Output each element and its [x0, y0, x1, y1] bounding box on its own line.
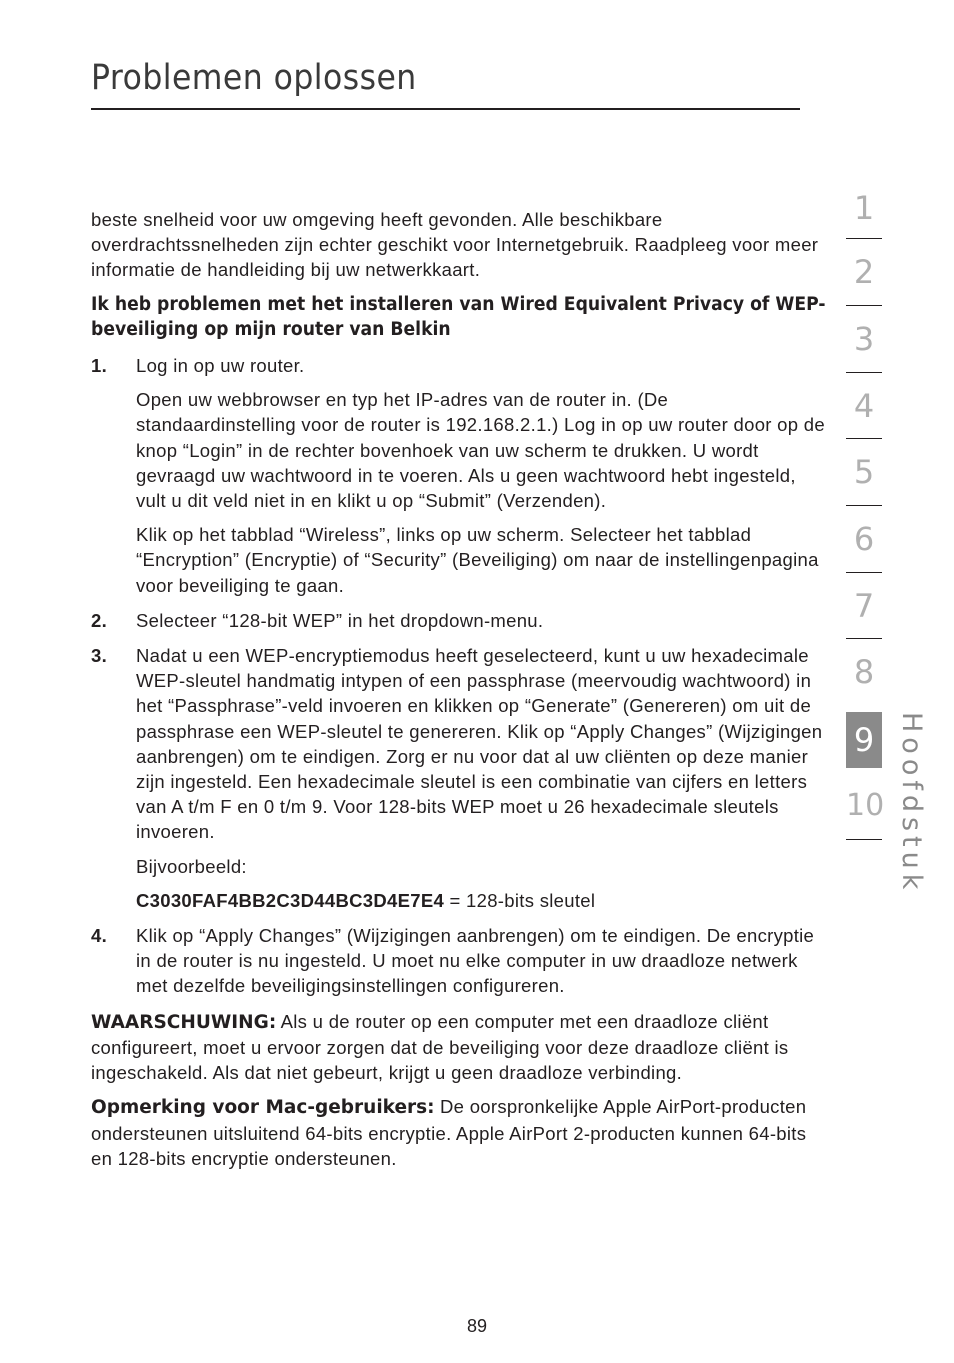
- step-number: 3.: [91, 645, 108, 667]
- warning-paragraph: [91, 1009, 831, 1086]
- step-paragraph: Nadat u een WEP-encryptiemodus heeft geselecteerd, kunt u uw hexadecimale WEP-sleutel handmatig intypen of een passphrase (meervoudig wachtwoord) in het “Passphrase”-veld invoeren en klikken op “Generate” (Genereren) om uit de passphrase een WEP-sleutel te genereren. Klik op “Apply Changes” (Wijzigingen aanbrengen) om te eindigen. Zorg er nu voor dat al uw cliënten op deze manier zijn ingesteld. Een hexadecimale sleutel is een combinatie van cijfers en letters van A t/m F en 0 t/m 9. Voor 128-bits WEP moet u 26 hexadecimale sleutels invoeren.: [136, 645, 823, 843]
- chapter-tab-9-active[interactable]: 9: [846, 712, 882, 768]
- chapter-divider: [846, 505, 882, 506]
- chapter-tab-6[interactable]: 6: [853, 520, 875, 558]
- step-paragraph: Klik op het tabblad “Wireless”, links op uw scherm. Selecteer het tabblad “Encryption” (Encryptie) of “Security” (Beveiliging) om naar de instellingenpagina voor beveiliging te gaan.: [136, 524, 819, 596]
- chapter-tab-1[interactable]: 1: [853, 189, 875, 227]
- step-paragraph: Open uw webbrowser en typ het IP-adres van de router in. (De standaardinstelling voor de router is 192.168.2.1.) Log in op uw router door op de knop “Login” in de rechter bovenhoek van uw scherm te drukken. U wordt gevraagd uw wachtwoord in te voeren. Als u geen wachtwoord hebt ingesteld, vult u dit veld niet in en klikt u op “Submit” (Verzenden).: [136, 389, 825, 512]
- example-key: C3030FAF4BB2C3D44BC3D4E7E4: [136, 889, 445, 911]
- step-paragraph: Klik op “Apply Changes” (Wijzigingen aanbrengen) om te eindigen. De encryptie in de router is nu ingesteld. U moet nu elke computer in uw draadloze netwerk met dezelfde beveiligingsinstellingen configureren.: [136, 925, 815, 997]
- warning-label: WAARSCHUWING:: [91, 1011, 277, 1033]
- mac-note-label: Opmerking voor Mac-gebruikers:: [91, 1097, 435, 1119]
- chapter-tab-3[interactable]: 3: [853, 320, 875, 358]
- step-number: 2.: [91, 609, 108, 631]
- step-1: [91, 353, 831, 598]
- chapter-tab-10[interactable]: 10: [846, 788, 885, 823]
- mac-note-text: De oorspronkelijke Apple AirPort-producten ondersteunen uitsluitend 64-bits encryptie. Apple AirPort 2-producten kunnen 64-bits en 128-bits encryptie ondersteunen.: [91, 1096, 807, 1169]
- step-2: [91, 608, 831, 633]
- chapter-tab-5[interactable]: 5: [853, 453, 875, 491]
- step-3: [91, 643, 831, 913]
- chapter-tab-2[interactable]: 2: [853, 253, 875, 291]
- warning-text: Als u de router op een computer met een draadloze cliënt configureert, moet u ervoor zorgen dat de beveiliging voor deze draadloze cliënt is ingeschakeld. Als dat niet gebeurt, krijgt u geen draadloze verbinding.: [91, 1010, 789, 1084]
- chapter-side-label: Hoofdstuk: [896, 712, 927, 895]
- chapter-divider: [846, 839, 882, 840]
- step-paragraph: Log in op uw router.: [136, 355, 305, 377]
- main-content: [91, 207, 831, 1180]
- step-number: 1.: [91, 355, 108, 377]
- chapter-divider: [846, 638, 882, 639]
- page-number: 89: [466, 1316, 488, 1336]
- chapter-tab-7[interactable]: 7: [853, 587, 875, 625]
- step-number: 4.: [91, 925, 108, 947]
- example-suffix: = 128-bits sleutel: [444, 889, 596, 911]
- chapter-tab-4[interactable]: 4: [853, 387, 875, 425]
- chapter-divider: [846, 572, 882, 573]
- step-paragraph: Bijvoorbeeld:: [136, 855, 247, 877]
- example-line: [136, 888, 831, 913]
- header-divider: [91, 108, 800, 110]
- step-paragraph: Selecteer “128-bit WEP” in het dropdown-menu.: [136, 609, 544, 631]
- chapter-divider: [846, 305, 882, 306]
- chapter-divider: [846, 238, 882, 239]
- step-4: [91, 923, 831, 999]
- mac-note-paragraph: [91, 1094, 831, 1171]
- chapter-divider: [846, 372, 882, 373]
- page-title: Problemen oplossen: [91, 58, 417, 98]
- intro-paragraph: beste snelheid voor uw omgeving heeft gevonden. Alle beschikbare overdrachtssnelheden zijn echter geschikt voor Internetgebruik. Raadpleeg voor meer informatie de handleiding bij uw netwerkkaart.: [91, 209, 819, 281]
- section-heading: Ik heb problemen met het installeren van Wired Equivalent Privacy of WEP-beveiliging op mijn router van Belkin: [91, 293, 826, 340]
- chapter-tab-8[interactable]: 8: [853, 653, 875, 691]
- chapter-divider: [846, 438, 882, 439]
